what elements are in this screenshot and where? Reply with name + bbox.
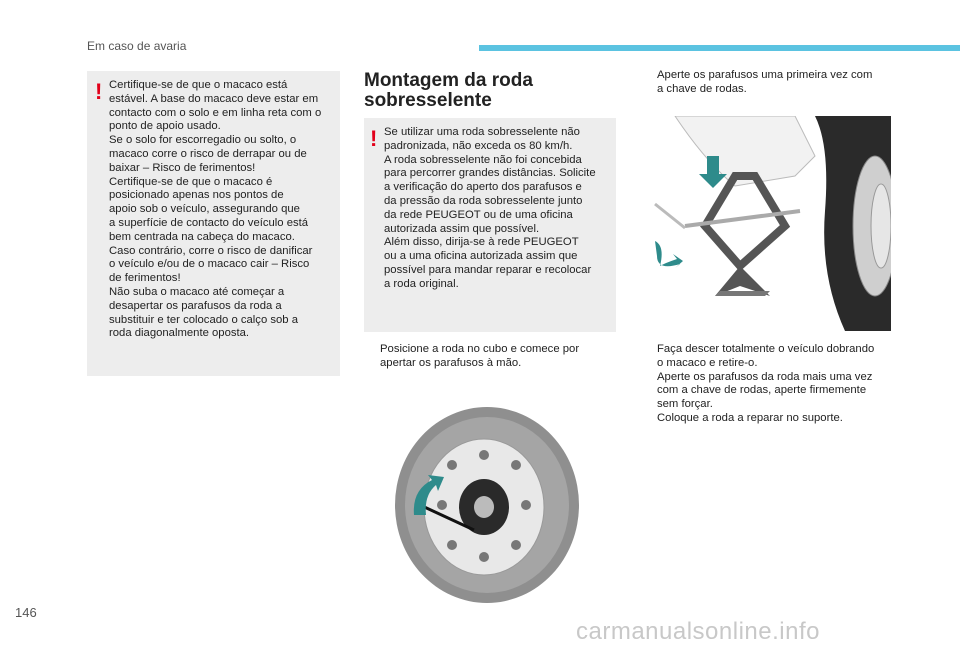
warning-line: Certifique-se de que o macaco é [109,175,273,188]
warning-line: a verificação do aperto dos parafusos e [384,181,582,194]
warning-line: baixar – Risco de ferimentos! [109,161,256,174]
warning-line: Não suba o macaco até começar a [109,285,285,298]
warning-icon: ! [95,79,103,104]
warning-line: a superfície de contacto do veículo está [109,216,309,229]
step-text: a chave de rodas. [657,82,747,95]
warning-line: Além disso, dirija-se à rede PEUGEOT [384,236,579,249]
step-text: sem forçar. [657,398,713,411]
section-title [364,71,533,111]
bullet-icon [641,371,657,385]
warning-line: ou a uma oficina autorizada assim que [384,250,578,263]
step-tighten-first [641,69,901,97]
step-text: Posicione a roda no cubo e comece por [380,343,580,355]
warning-line: desapertar os parafusos da roda a [109,299,282,312]
warning-line: Se o solo for escorregadio ou solto, o [109,134,297,147]
jack-illustration [645,116,891,331]
step-text: o macaco e retire-o. [657,356,758,369]
warning-line: para percorrer grandes distâncias. Solicite [384,167,596,180]
warning-line: posicionado apenas nos pontos de [109,189,284,202]
warning-line: estável. A base do macaco deve estar em [109,92,319,105]
warning-line: bem centrada na cabeça do macaco. [109,230,295,243]
warning-line: contacto com o solo e em linha reta com o [109,106,322,119]
warning-line: substituir e ter colocado o calço sob a [109,313,299,326]
warning-box-left [87,71,340,376]
watermark: carmanualsonline.info [576,618,820,645]
bullet-icon [641,343,657,357]
bullet-icon [364,343,380,357]
warning-line: da pressão da roda sobresselente junto [384,194,583,207]
warning-line: possível para mandar reparar e recolocar [384,263,592,276]
header-accent-bar [479,45,960,51]
warning-line: apoio sob o veículo, assegurando que [109,203,300,216]
warning-line: autorizada assim que possível. [384,222,540,235]
steps-right-bottom [641,343,911,426]
step-text: Aperte os parafusos uma primeira vez com [657,69,873,81]
warning-line: o veículo e/ou de o macaco cair – Risco [109,258,310,271]
bullet-icon [641,69,657,83]
step-text: Aperte os parafusos da roda mais uma vez [657,370,873,383]
warning-line: roda diagonalmente oposta. [109,327,250,340]
step-text: Coloque a roda a reparar no suporte. [657,411,843,424]
warning-line: de ferimentos! [109,272,181,285]
warning-line: Caso contrário, corre o risco de danificar [109,244,313,257]
wheel-illustration [392,405,582,605]
warning-line: A roda sobresselente não foi concebida [384,153,582,166]
warning-line: macaco corre o risco de derrapar ou de [109,147,307,160]
step-text: apertar os parafusos à mão. [380,356,522,369]
warning-mid-text [384,126,614,292]
step-text: com a chave de rodas, aperte firmemente [657,384,867,397]
warning-icon: ! [370,126,378,151]
section-title-line1: Montagem da roda [364,70,533,91]
warning-line: da rede PEUGEOT ou de uma oficina [384,208,573,221]
warning-line: padronizada, não exceda os 80 km/h. [384,139,573,152]
bullet-icon [641,412,657,426]
warning-line: Se utilizar uma roda sobresselente não [384,126,580,138]
warning-line: Certifique-se de que o macaco está [109,79,288,91]
warning-left-text [109,79,339,341]
step-position-wheel [364,343,614,371]
section-title-line2: sobresselente [364,90,492,111]
warning-box-mid [364,118,616,332]
step-text: Faça descer totalmente o veículo dobrando [657,343,875,355]
page-number: 146 [15,605,37,620]
warning-line: a roda original. [384,277,459,290]
section-header: Em caso de avaria [87,39,187,53]
warning-line: ponto de apoio usado. [109,120,221,133]
